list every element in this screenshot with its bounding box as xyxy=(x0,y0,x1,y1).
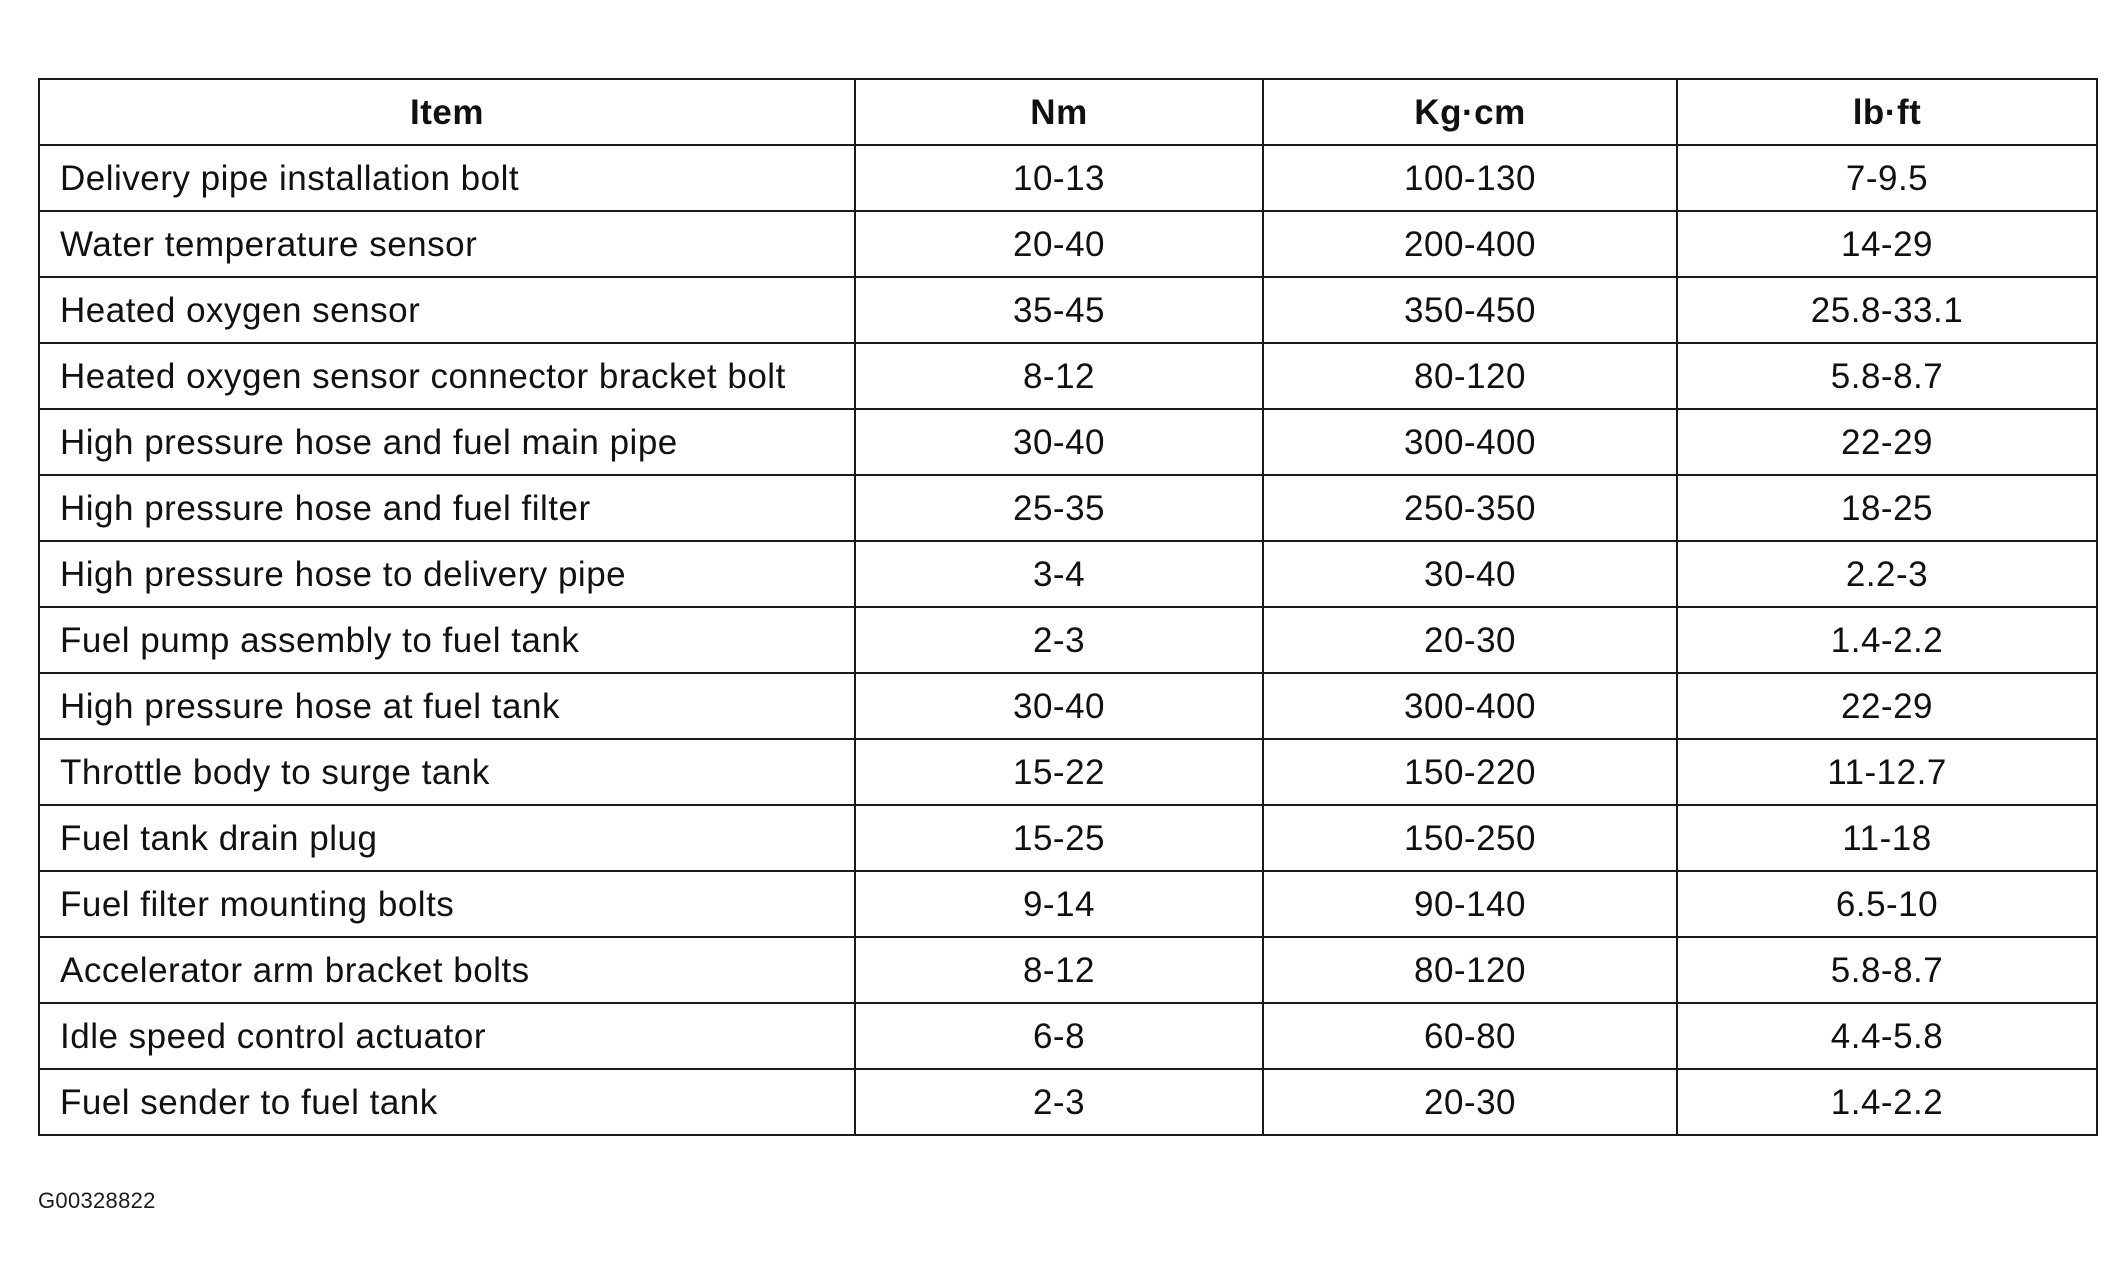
table-body xyxy=(39,145,2097,1135)
item-cell: Fuel filter mounting bolts xyxy=(39,871,855,937)
table-row xyxy=(39,1069,2097,1135)
item-cell: Heated oxygen sensor connector bracket bolt xyxy=(39,343,855,409)
lbft-cell: 4.4-5.8 xyxy=(1677,1003,2097,1069)
lbft-cell: 14-29 xyxy=(1677,211,2097,277)
header-kgcm: Kg·cm xyxy=(1263,79,1677,145)
table-row xyxy=(39,475,2097,541)
item-cell: Water temperature sensor xyxy=(39,211,855,277)
kgcm-cell: 30-40 xyxy=(1263,541,1677,607)
kgcm-cell: 150-220 xyxy=(1263,739,1677,805)
nm-cell: 30-40 xyxy=(855,409,1263,475)
kgcm-cell: 20-30 xyxy=(1263,607,1677,673)
table-row xyxy=(39,211,2097,277)
lbft-cell: 18-25 xyxy=(1677,475,2097,541)
table-row xyxy=(39,607,2097,673)
kgcm-cell: 250-350 xyxy=(1263,475,1677,541)
lbft-cell: 25.8-33.1 xyxy=(1677,277,2097,343)
table-row xyxy=(39,409,2097,475)
nm-cell: 2-3 xyxy=(855,607,1263,673)
table-row xyxy=(39,541,2097,607)
kgcm-cell: 60-80 xyxy=(1263,1003,1677,1069)
table-row xyxy=(39,145,2097,211)
table-row xyxy=(39,1003,2097,1069)
item-cell: High pressure hose and fuel filter xyxy=(39,475,855,541)
table-row xyxy=(39,937,2097,1003)
lbft-cell: 11-12.7 xyxy=(1677,739,2097,805)
lbft-cell: 6.5-10 xyxy=(1677,871,2097,937)
item-cell: Fuel pump assembly to fuel tank xyxy=(39,607,855,673)
lbft-cell: 22-29 xyxy=(1677,409,2097,475)
item-cell: Fuel tank drain plug xyxy=(39,805,855,871)
kgcm-cell: 90-140 xyxy=(1263,871,1677,937)
nm-cell: 3-4 xyxy=(855,541,1263,607)
lbft-cell: 11-18 xyxy=(1677,805,2097,871)
nm-cell: 8-12 xyxy=(855,343,1263,409)
nm-cell: 30-40 xyxy=(855,673,1263,739)
item-cell: Throttle body to surge tank xyxy=(39,739,855,805)
lbft-cell: 2.2-3 xyxy=(1677,541,2097,607)
nm-cell: 35-45 xyxy=(855,277,1263,343)
kgcm-cell: 80-120 xyxy=(1263,343,1677,409)
table-row xyxy=(39,343,2097,409)
lbft-cell: 7-9.5 xyxy=(1677,145,2097,211)
nm-cell: 10-13 xyxy=(855,145,1263,211)
kgcm-cell: 20-30 xyxy=(1263,1069,1677,1135)
nm-cell: 25-35 xyxy=(855,475,1263,541)
torque-spec-table xyxy=(38,78,2098,1136)
figure-id: G00328822 xyxy=(38,1188,156,1213)
table-row xyxy=(39,673,2097,739)
nm-cell: 2-3 xyxy=(855,1069,1263,1135)
header-nm: Nm xyxy=(855,79,1263,145)
item-cell: High pressure hose at fuel tank xyxy=(39,673,855,739)
table-row xyxy=(39,277,2097,343)
item-cell: Accelerator arm bracket bolts xyxy=(39,937,855,1003)
kgcm-cell: 80-120 xyxy=(1263,937,1677,1003)
kgcm-cell: 350-450 xyxy=(1263,277,1677,343)
item-cell: Fuel sender to fuel tank xyxy=(39,1069,855,1135)
lbft-cell: 1.4-2.2 xyxy=(1677,1069,2097,1135)
lbft-cell: 1.4-2.2 xyxy=(1677,607,2097,673)
item-cell: Heated oxygen sensor xyxy=(39,277,855,343)
table-row xyxy=(39,871,2097,937)
nm-cell: 20-40 xyxy=(855,211,1263,277)
table-header-row xyxy=(39,79,2097,145)
header-item: Item xyxy=(39,79,855,145)
lbft-cell: 5.8-8.7 xyxy=(1677,343,2097,409)
kgcm-cell: 100-130 xyxy=(1263,145,1677,211)
nm-cell: 9-14 xyxy=(855,871,1263,937)
kgcm-cell: 300-400 xyxy=(1263,409,1677,475)
nm-cell: 8-12 xyxy=(855,937,1263,1003)
item-cell: Delivery pipe installation bolt xyxy=(39,145,855,211)
kgcm-cell: 300-400 xyxy=(1263,673,1677,739)
item-cell: Idle speed control actuator xyxy=(39,1003,855,1069)
table-row xyxy=(39,739,2097,805)
header-lbft: lb·ft xyxy=(1677,79,2097,145)
lbft-cell: 5.8-8.7 xyxy=(1677,937,2097,1003)
item-cell: High pressure hose and fuel main pipe xyxy=(39,409,855,475)
nm-cell: 15-25 xyxy=(855,805,1263,871)
nm-cell: 15-22 xyxy=(855,739,1263,805)
item-cell: High pressure hose to delivery pipe xyxy=(39,541,855,607)
lbft-cell: 22-29 xyxy=(1677,673,2097,739)
nm-cell: 6-8 xyxy=(855,1003,1263,1069)
kgcm-cell: 150-250 xyxy=(1263,805,1677,871)
table-row xyxy=(39,805,2097,871)
kgcm-cell: 200-400 xyxy=(1263,211,1677,277)
